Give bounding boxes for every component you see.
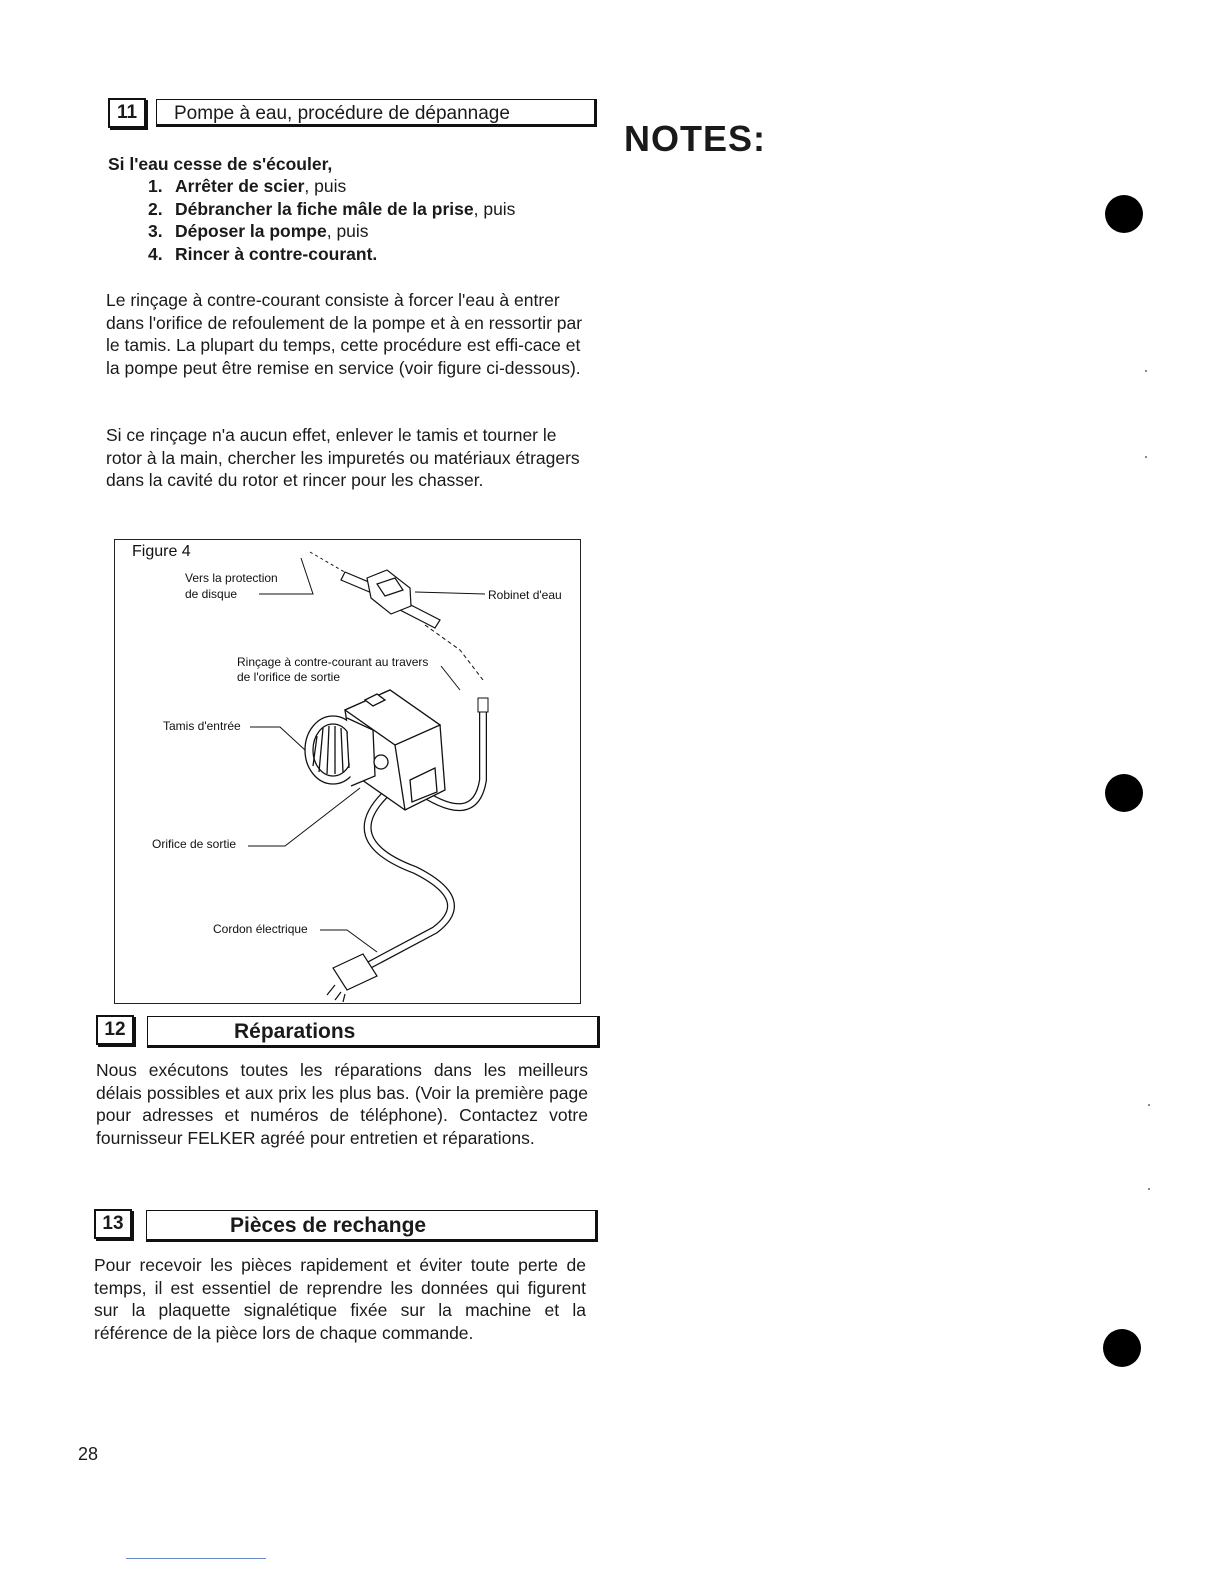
label-cordon: Cordon électrique — [213, 922, 308, 936]
scan-mark — [1145, 456, 1147, 458]
label-rincage-1: Rinçage à contre-courant au travers — [237, 655, 429, 669]
label-tamis: Tamis d'entrée — [163, 719, 241, 733]
section-11-title — [156, 99, 597, 127]
section-11-paragraph-1: Le rinçage à contre-courant consiste à forcer l'eau à entrer dans l'orifice de refoulement de la pompe et à en ressortir par le tamis. La plupart du temps, cette procédure est effi-cace et la pompe peut être remise en service (voir figure ci-dessous). — [106, 290, 583, 378]
section-13-number: 13 — [94, 1209, 132, 1239]
section-13-paragraph: Pour recevoir les pièces rapidement et éviter toute perte de temps, il est essentiel de reprendre les données qui figurent sur la plaquette signalétique fixée sur la machine et la référence de la pièce lors de chaque commande. — [94, 1255, 586, 1343]
step-item: 2. Débrancher la fiche mâle de la prise, puis — [148, 198, 516, 219]
step-item: 1. Arrêter de scier, puis — [148, 176, 347, 196]
label-robinet: Robinet d'eau — [488, 588, 562, 602]
binder-hole-bottom — [1103, 1329, 1141, 1367]
scan-mark — [1145, 370, 1147, 372]
notes-heading: NOTES: — [624, 118, 767, 159]
binder-hole-top — [1105, 195, 1143, 233]
bottom-scan-line — [126, 1558, 266, 1559]
scan-mark — [1148, 1104, 1150, 1106]
section-11-paragraph-2: Si ce rinçage n'a aucun effet, enlever le tamis et tourner le rotor à la main, chercher les impuretés ou matériaux étragers dans la cavité du rotor et rincer pour les chasser. — [106, 425, 580, 490]
step-item: 4. Rincer à contre-courant. — [148, 243, 378, 264]
section-11-title-text: Pompe à eau, procédure de dépannage — [174, 103, 510, 124]
section-13-title — [146, 1210, 598, 1242]
step-item: 3. Déposer la pompe, puis — [148, 221, 369, 241]
binder-hole-middle — [1105, 774, 1143, 812]
figure-title: Figure 4 — [132, 543, 191, 560]
label-rincage-2: de l'orifice de sortie — [237, 670, 341, 684]
section-11-intro: Si l'eau cesse de s'écouler, — [108, 154, 333, 174]
label-orifice: Orifice de sortie — [152, 837, 237, 851]
page-number: 28 — [78, 1444, 99, 1464]
pump-diagram — [115, 540, 579, 1002]
section-12-title — [147, 1016, 600, 1048]
figure-4 — [114, 539, 581, 1004]
scan-mark — [1148, 1188, 1150, 1190]
section-12-number: 12 — [96, 1015, 134, 1045]
label-protection-1: Vers la protection — [185, 571, 278, 585]
section-12-paragraph: Nous exécutons toutes les réparations dans les meilleurs délais possibles et aux prix les plus bas. (Voir la première page pour adresses et numéros de téléphone). Contactez votre fournisseur FELKER agréé pour entretien et réparations. — [96, 1060, 588, 1148]
section-12-title-text: Réparations — [234, 1020, 356, 1043]
section-11-number: 11 — [108, 98, 146, 128]
label-protection-2: de disque — [185, 587, 238, 601]
troubleshooting-steps — [148, 175, 515, 265]
section-13-title-text: Pièces de rechange — [230, 1214, 427, 1237]
